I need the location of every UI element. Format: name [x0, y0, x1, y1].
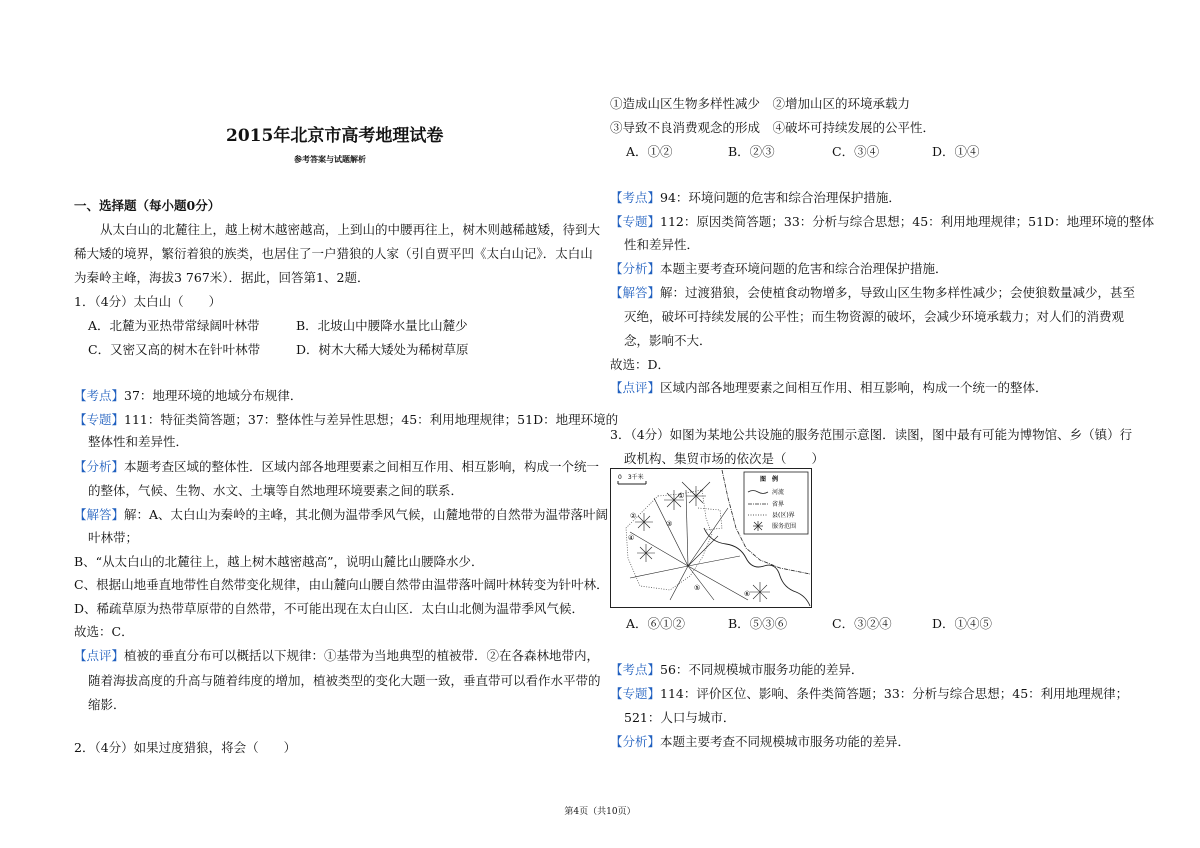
q1-dianping — [74, 648, 599, 664]
question-2: 2．（4分）如果过度猎狼，将会（ ） — [74, 740, 297, 755]
kaodian-text: 56：不同规模城市服务功能的差异． — [660, 662, 864, 677]
map-point-5: ⑤ — [694, 584, 701, 592]
q2-statement-1: ①造成山区生物多样性减少 ②增加山区的环境承载力 — [610, 96, 911, 111]
dianping-tag: 【点评】 — [74, 648, 125, 663]
q1-kaodian — [74, 388, 302, 404]
service-range-map — [610, 468, 812, 608]
fenxi-tag: 【分析】 — [610, 734, 661, 749]
q2-jieda-cont: 灭绝，破坏可持续发展的公平性；而生物资源的破坏，会减少环境承载力；对人们的消费观 — [624, 309, 1125, 324]
zhuanti-text: 114：评价区位、影响、条件类简答题；33：分析与综合思想；45：利用地理规律； — [660, 686, 1129, 701]
q3-zhuanti-cont: 521：人口与城市． — [624, 710, 736, 725]
zhuanti-tag: 【专题】 — [74, 412, 125, 427]
q2-zhuanti-cont: 性和差异性． — [624, 237, 700, 252]
map-point-2: ② — [630, 512, 637, 520]
q3-option-b[interactable]: B．⑤③⑥ — [728, 616, 788, 631]
q1-fenxi — [74, 459, 599, 475]
dianping-text: 植被的垂直分布可以概括以下规律：①基带为当地典型的植被带．②在各森林地带内， — [124, 648, 600, 663]
q3-option-c[interactable]: C．③②④ — [832, 616, 892, 631]
section-heading: 一、选择题（每小题0分） — [74, 198, 221, 213]
jieda-text: 解：过渡猎狼，会使植食动物增多，导致山区生物多样性减少；会使狼数量减少，甚至 — [660, 285, 1136, 300]
zhuanti-text: 111：特征类简答题；37：整体性与差异性思想；45：利用地理规律；51D：地理环境的 — [124, 412, 619, 427]
q1-dianping-cont: 随着海拔高度的升高与随着纬度的增加，植被类型的变化大题一致，垂直带可以看作水平带的 — [88, 673, 601, 688]
q2-answer: 故选：D． — [610, 357, 671, 372]
jieda-tag: 【解答】 — [74, 507, 125, 522]
legend-county: 县(区)界 — [772, 512, 795, 519]
question-1: 1．（4分）太白山（ ） — [74, 294, 222, 309]
question-3: 3．（4分）如图为某地公共设施的服务范围示意图．读图，图中最有可能为博物馆、乡（镇）行 — [610, 427, 1133, 442]
q1-zhuanti — [74, 412, 618, 428]
q3-kaodian — [610, 662, 863, 678]
q2-option-d[interactable]: D．①④ — [932, 144, 980, 159]
q1-fenxi-cont: 的整体，气候、生物、水文、土壤等自然地理环境要素之间的联系． — [88, 483, 464, 498]
q1-line-c: C、根据山地垂直地带性自然带变化规律，由山麓向山腰自然带由温带落叶阔叶林转变为针叶林． — [74, 577, 609, 592]
q1-jieda-cont: 叶林带； — [88, 530, 139, 545]
q1-option-d[interactable]: D．树木大稀大矮处为稀树草原 — [296, 342, 469, 357]
intro-line-3: 为秦岭主峰，海拔3 767米）．据此，回答第1、2题． — [74, 270, 370, 285]
q1-answer: 故选：C． — [74, 624, 134, 639]
q2-option-c[interactable]: C．③④ — [832, 144, 880, 159]
zhuanti-text: 112：原因类简答题；33：分析与综合思想；45：利用地理规律；51D：地理环境的整体 — [660, 214, 1155, 229]
q1-option-a[interactable]: A．北麓为亚热带常绿阔叶林带 — [88, 318, 260, 333]
zhuanti-tag: 【专题】 — [610, 686, 661, 701]
q2-fenxi — [610, 261, 948, 277]
dianping-text: 区域内部各地理要素之间相互作用、相互影响，构成一个统一的整体． — [660, 380, 1048, 395]
q3-option-d[interactable]: D．①④⑤ — [932, 616, 993, 631]
map-point-6: ⑥ — [744, 590, 751, 598]
q1-jieda — [74, 507, 608, 523]
legend-service: 服务范围 — [772, 523, 797, 530]
page-subtitle: 参考答案与试题解析 — [294, 154, 366, 164]
question-3-cont: 政机构、集贸市场的依次是（ ） — [624, 451, 825, 466]
q2-jieda — [610, 285, 1135, 301]
q1-option-b[interactable]: B．北坡山中腰降水量比山麓少 — [296, 318, 468, 333]
page-footer: 第4页（共10页） — [564, 807, 636, 817]
kaodian-text: 94：环境问题的危害和综合治理保护措施． — [660, 190, 901, 205]
kaodian-tag: 【考点】 — [74, 388, 125, 403]
q3-option-a[interactable]: A．⑥①② — [626, 616, 686, 631]
q2-zhuanti — [610, 214, 1154, 230]
fenxi-tag: 【分析】 — [610, 261, 661, 276]
q3-zhuanti — [610, 686, 1128, 702]
q2-jieda-cont-2: 念，影响不大． — [624, 333, 712, 348]
q1-line-d: D、稀疏草原为热带草原带的自然带，不可能出现在太白山区．太白山北侧为温带季风气候． — [74, 601, 585, 616]
q2-dianping — [610, 380, 1048, 396]
dianping-tag: 【点评】 — [610, 380, 661, 395]
fenxi-text: 本题主要考查环境问题的危害和综合治理保护措施． — [660, 261, 948, 276]
legend-river: 河流 — [772, 489, 785, 496]
jieda-tag: 【解答】 — [610, 285, 661, 300]
q1-option-c[interactable]: C．又密又高的树木在针叶林带 — [88, 342, 261, 357]
page-title: 2015年北京市高考地理试卷 — [226, 126, 444, 146]
q2-kaodian — [610, 190, 901, 206]
intro-line-2: 稀大矮的境界，繁衍着狼的族类，也居住了一户猎狼的人家（引自贾平凹《太白山记》．太白山 — [74, 246, 593, 261]
kaodian-tag: 【考点】 — [610, 662, 661, 677]
intro-line-1: 从太白山的北麓往上，越上树木越密越高，上到山的中腰再往上，树木则越稀越矮，待到大 — [100, 222, 601, 237]
jieda-text: 解：A、太白山为秦岭的主峰，其北侧为温带季风气候，山麓地带的自然带为温带落叶阔 — [124, 507, 609, 522]
q1-line-b: B、“从太白山的北麓往上，越上树木越密越高”，说明山麓比山腰降水少． — [74, 554, 484, 569]
fenxi-tag: 【分析】 — [74, 459, 125, 474]
map-legend-title: 图 例 — [760, 476, 779, 483]
fenxi-text: 本题主要考查不同规模城市服务功能的差异． — [660, 734, 911, 749]
map-point-4: ④ — [628, 534, 635, 542]
q1-zhuanti-cont: 整体性和差异性． — [88, 434, 189, 449]
fenxi-text: 本题考查区域的整体性．区域内部各地理要素之间相互作用、相互影响，构成一个统一 — [124, 459, 600, 474]
map-point-1: ① — [678, 492, 685, 500]
map-point-3: ③ — [666, 520, 673, 528]
kaodian-tag: 【考点】 — [610, 190, 661, 205]
legend-province: 省界 — [772, 501, 785, 508]
service-star-6 — [750, 582, 770, 602]
q3-fenxi — [610, 734, 910, 750]
kaodian-text: 37：地理环境的地域分布规律． — [124, 388, 303, 403]
q2-statement-2: ③导致不良消费观念的形成 ④破坏可持续发展的公平性． — [610, 120, 936, 135]
q2-option-a[interactable]: A．①② — [626, 144, 673, 159]
q1-dianping-cont-2: 缩影． — [88, 697, 126, 712]
map-scale: 0 3千米 — [618, 474, 644, 481]
q2-option-b[interactable]: B．②③ — [728, 144, 775, 159]
zhuanti-tag: 【专题】 — [610, 214, 661, 229]
